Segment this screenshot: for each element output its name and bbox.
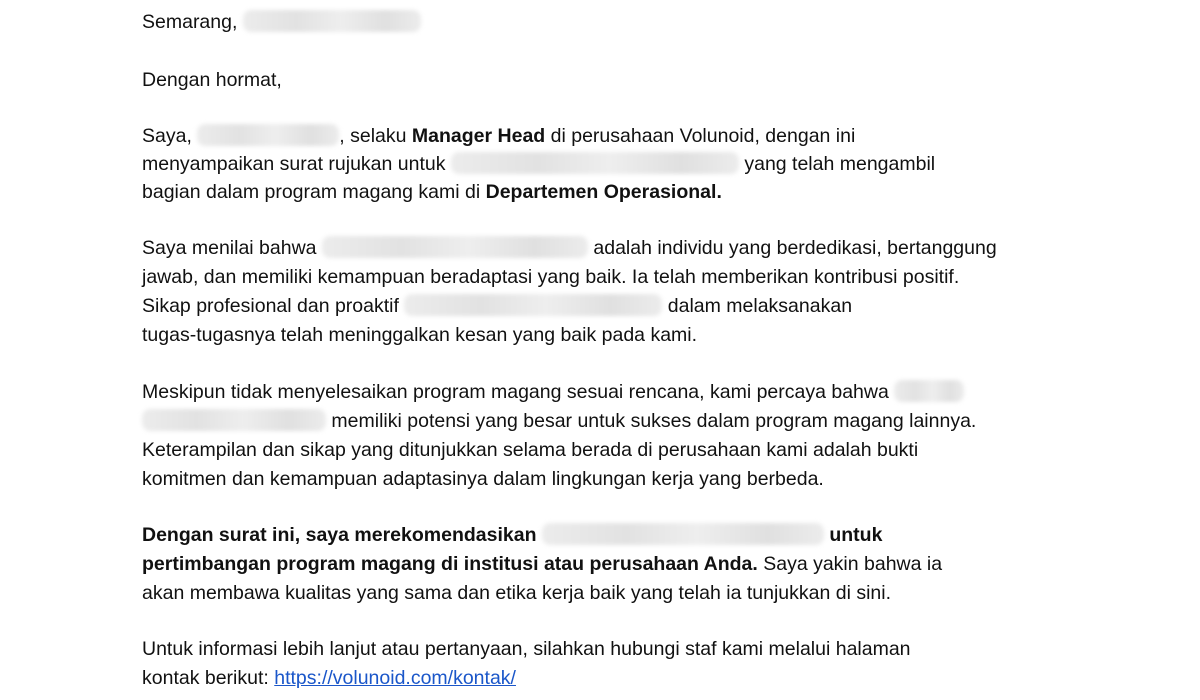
- p4-text: Saya yakin bahwa ia: [763, 553, 943, 575]
- department-name: Departemen Operasional.: [485, 181, 722, 203]
- p1-line-1: [142, 124, 855, 148]
- p4-line-1: [142, 523, 882, 547]
- p2-line-2: jawab, dan memiliki kemampuan beradaptasi yang baik. Ia telah memberikan kontribusi positif.: [142, 266, 960, 288]
- p2-text: dalam melaksanakan: [667, 295, 853, 317]
- p3-line-2: [142, 409, 976, 433]
- p3-text: Meskipun tidak menyelesaikan program magang sesuai rencana, kami percaya bahwa: [142, 381, 889, 403]
- p1-text: menyampaikan surat rujukan untuk: [142, 153, 446, 175]
- p1-text: di perusahaan Volunoid, dengan ini: [550, 125, 856, 147]
- p1-text: yang telah mengambil: [744, 153, 936, 175]
- redacted-recipient-name: [894, 380, 964, 402]
- p3-text: memiliki potensi yang besar untuk sukses dalam program magang lainnya.: [331, 410, 977, 432]
- date-line: [142, 10, 421, 34]
- redacted-recipient-name: [404, 294, 662, 316]
- city-label: Semarang,: [142, 11, 238, 33]
- p5-line-2: [142, 666, 516, 690]
- p2-line-3: [142, 294, 852, 318]
- p2-text: Sikap profesional dan proaktif: [142, 295, 399, 317]
- p2-text: Saya menilai bahwa: [142, 237, 317, 259]
- p1-text: , selaku: [339, 125, 407, 147]
- p2-line-4: tugas-tugasnya telah meninggalkan kesan yang baik pada kami.: [142, 324, 698, 346]
- redacted-date: [243, 10, 421, 32]
- redacted-recipient-name: [322, 236, 588, 258]
- p5-text: kontak berikut:: [142, 667, 269, 689]
- p4-bold-text: Dengan surat ini, saya merekomendasikan: [142, 524, 537, 546]
- sender-title: Manager Head: [411, 125, 546, 147]
- p3-line-4: komitmen dan kemampuan adaptasinya dalam lingkungan kerja yang berbeda.: [142, 468, 824, 490]
- p4-line-3: akan membawa kualitas yang sama dan etika kerja baik yang telah ia tunjukkan di sini.: [142, 582, 892, 604]
- p4-bold-text: pertimbangan program magang di institusi atau perusahaan Anda.: [142, 553, 758, 575]
- salutation: Dengan hormat,: [142, 69, 282, 91]
- redacted-recipient-name: [142, 409, 326, 431]
- redacted-recipient-name: [451, 152, 739, 174]
- p1-text: bagian dalam program magang kami di: [142, 181, 481, 203]
- p3-line-1: [142, 380, 964, 404]
- p5-line-1: Untuk informasi lebih lanjut atau pertanyaan, silahkan hubungi staf kami melalui halaman: [142, 638, 911, 660]
- redacted-sender-name: [197, 124, 339, 146]
- p2-text: adalah individu yang berdedikasi, bertanggung: [593, 237, 997, 259]
- p1-line-2: [142, 152, 935, 176]
- p1-line-3: [142, 180, 722, 204]
- redacted-recipient-name: [542, 523, 824, 545]
- p4-bold-text: untuk: [829, 524, 883, 546]
- p1-text: Saya,: [142, 125, 192, 147]
- p4-line-2: [142, 552, 942, 576]
- p2-line-1: [142, 236, 997, 260]
- contact-link[interactable]: https://volunoid.com/kontak/: [274, 667, 516, 689]
- p3-line-3: Keterampilan dan sikap yang ditunjukkan selama berada di perusahaan kami adalah bukti: [142, 439, 919, 461]
